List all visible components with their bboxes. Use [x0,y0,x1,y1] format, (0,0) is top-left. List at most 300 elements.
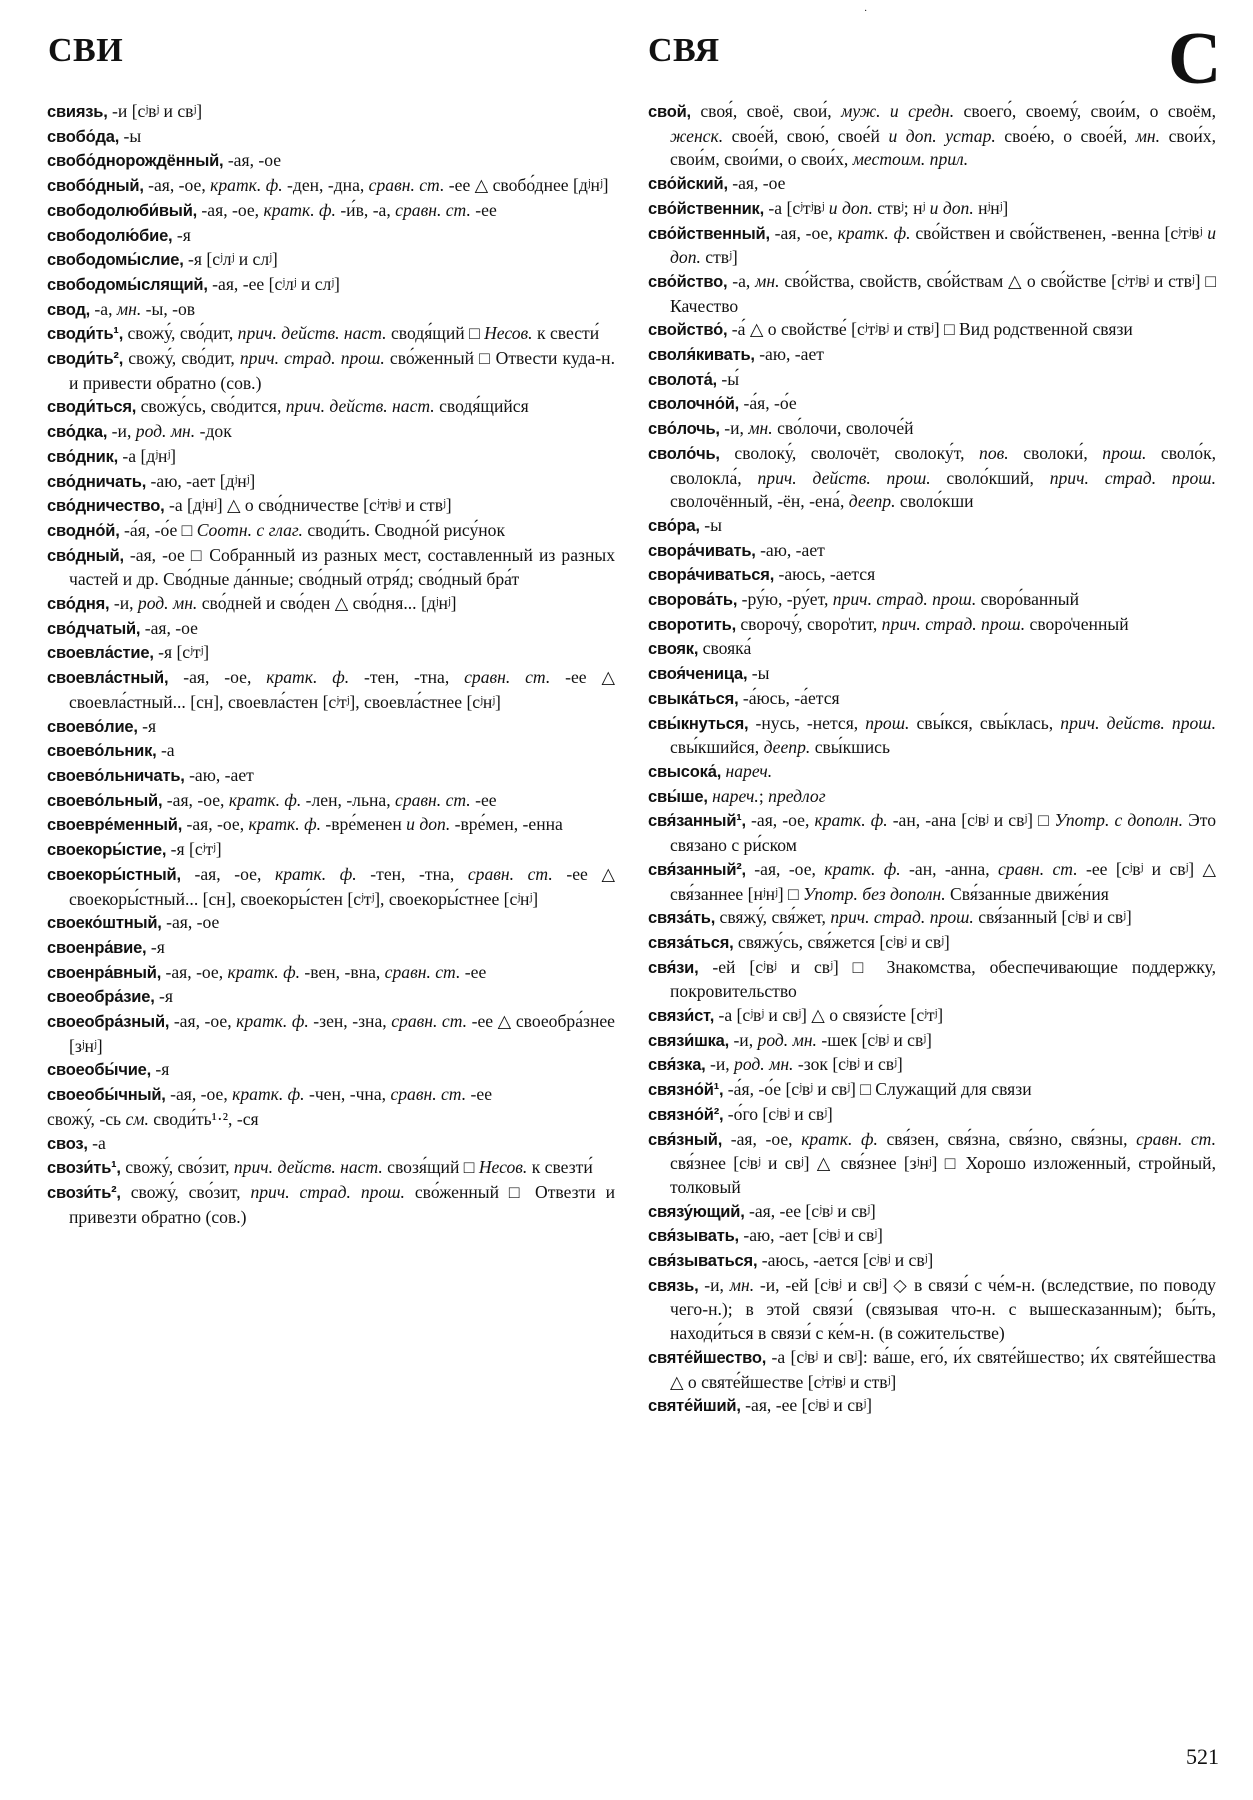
grammar-label: прич. страд. прош. [830,907,974,928]
dictionary-entry [648,368,1216,393]
entry-body: свяжу́, свя́жет, прич. страд. прош. свя́занный [сʲвʲ и свʲ] [715,907,1132,928]
grammar-label: мн. [116,298,142,319]
grammar-label: прич. страд. прош. [832,589,977,610]
headword: сво́дка, [47,423,108,442]
grammar-label: кратк. ф. [263,199,336,220]
dictionary-entry [47,1181,615,1229]
headword: связа́ть, [648,909,716,928]
grammar-label: прич. действ. прош. [1060,712,1216,733]
page-number: 521 [1186,1744,1219,1769]
entry-body: -аю, -ает [дʲнʲ] [146,470,256,491]
headword: сво́дничать, [47,472,147,491]
grammar-label: кратк. ф. [210,175,283,196]
grammar-label: прич. страд. прош. [1049,467,1216,488]
entry-body: -ая, -ое, кратк. ф. -зен, -зна, сравн. ст. -ее △ своеобра́знее [зʲнʲ] [69,1011,615,1056]
dictionary-entry [648,1078,1216,1103]
dictionary-entry [47,739,615,764]
grammar-label: кратк. ф. [801,1128,878,1149]
headword: свысока́, [648,762,722,781]
dictionary-entry [648,637,1216,662]
dictionary-entry [47,174,615,199]
grammar-label: сравн. ст. [395,199,471,220]
dictionary-entry [648,1053,1216,1078]
headword: сводно́й, [47,521,120,540]
grammar-label: кратк. ф. [248,814,321,835]
headword: своево́льничать, [47,766,185,785]
entry-body: -ая, -ое, кратк. ф. -ан, -ана [сʲвʲ и свʲ] □ Употр. с дополн. Это связано с ри́ском [670,810,1216,856]
grammar-label: мн. [755,270,780,291]
headword: свы́ше, [648,787,708,806]
entry-body: -ы [747,663,770,684]
entry-body: свожу́, сво́дит, прич. страд. прош. сво́женный □ Отвести куда-н. и привести обратно (сов.) [69,348,615,393]
entry-body: сволоку́, сволочёт, сволоку́т, пов. сволоки́, прош. своло́к, сволокла́, прич. действ. прош. своло́кший, прич. страд. прош. сволочённый, -ён, -ена́, деепр. своло́кши [670,442,1217,512]
entry-body: -а [дʲнʲ] [118,445,177,466]
dictionary-entry [648,222,1216,270]
entry-body: -ая, -ое □ Собранный из разных мест, составленный из разных частей и др. Сво́дные да́нные; сво́дный отря́д; сво́дный бра́т [69,544,615,590]
headword: своля́кивать, [648,346,755,365]
headword: своротить, [648,615,736,634]
entry-body: -я [151,1059,170,1080]
entry-body: -о́го [сʲвʲ и свʲ] [723,1103,833,1124]
entry-body: сворочу́, сворo̍тит, прич. страд. прош. сворo̍ченный [735,613,1129,634]
grammar-label: кратк. ф. [228,789,302,810]
grammar-label: кратк. ф. [227,961,300,982]
entry-body: -я [сʲтʲ] [166,839,222,860]
entry-body: -я [172,224,191,245]
entry-body: -ы [699,514,722,535]
grammar-label: сравн. ст. [464,667,551,688]
entry-body: -ая, -ое, кратк. ф. -вре́менен и доп. -вре́мен, -енна [182,814,563,835]
entry-body: -я [сʲлʲ и слʲ] [183,249,278,270]
headword: своди́ть¹, [47,325,124,344]
headword: своево́льник, [47,742,157,761]
headword: своди́ть², [47,350,124,369]
entry-body: -ая, -ое [161,912,220,933]
headword: своево́лие, [47,717,138,736]
dictionary-entry [47,666,615,714]
entry-body: -ы [119,125,142,146]
headword: свод, [47,300,91,319]
dictionary-entry [47,248,615,273]
headword: свояк, [648,640,699,659]
headword: свы́кнуться, [648,714,749,733]
headword: сво́дный, [47,546,124,565]
headword: сво́ра, [648,516,700,535]
headword: своевре́менный, [47,816,183,835]
entry-body: -я [137,715,157,736]
dictionary-entry [47,420,615,445]
grammar-label: и доп. [406,814,451,835]
left-guide-word: СВИ [48,32,124,69]
entry-body: -ая, -ое, кратк. ф. -и́в, -а, сравн. ст. -ее [197,199,497,220]
grammar-label: сравн. ст. [467,863,553,884]
headword: свойство́, [648,321,728,340]
headword: своекоры́стный, [47,865,181,884]
grammar-label: род. мн. [734,1054,794,1075]
headword: своеобы́чие, [47,1061,152,1080]
headword: своя́ченица, [648,665,748,684]
grammar-label: кратк. ф. [814,810,888,831]
headword: связа́ться, [648,933,734,952]
dictionary-entry [47,764,615,789]
dictionary-entry [648,956,1216,1004]
grammar-label: мн. [729,1274,755,1295]
grammar-label: прош. [865,712,910,733]
headword: своекоры́стие, [47,841,167,860]
entry-body: своя́, своё, свои́, муж. и средн. своего́, своему́, свои́м, о своём, женск. свое́й, свою́, свое́й и доп. устар. свое́ю, о свое́й, мн. свои́х, свои́м, свои́ми, о свои́х, местоим. прил. [670,101,1217,170]
dictionary-entry [47,813,615,838]
entry-body: -а, мн. -ы, -ов [90,298,196,319]
grammar-label: Употр. без дополн. [803,883,946,904]
headword: свя́зывать, [648,1227,739,1246]
entry-body: -я [154,986,173,1007]
grammar-label: род. мн. [137,593,198,614]
grammar-label: кратк. ф. [837,222,911,243]
entry-body: -аюсь, -ается [сʲвʲ и свʲ] [757,1250,934,1271]
headword: свя́зываться, [648,1252,758,1271]
entry-body: свожу́, -сь см. своди́ть¹·², -ся [47,1108,259,1129]
headword: своенра́вный, [47,963,162,982]
headword: сворова́ть, [648,591,738,610]
dictionary-entry [47,519,615,544]
entry-body: -и, род. мн. -док [107,421,232,442]
entry-body: -а, мн. сво́йства, свойств, сво́йствам △ о сво́йстве [сʲтʲвʲ и ствʲ] □ Качество [670,270,1216,316]
entry-body: свояка́ [698,638,752,659]
headword: свобо́днорождённый, [47,152,224,171]
entry-body: -аю, -ает [754,344,824,365]
entry-body: -а [87,1132,106,1153]
grammar-label: сравн. ст. [997,858,1078,879]
dictionary-entry [47,1058,615,1083]
dictionary-entry [648,687,1216,712]
headword: свободолю́бие, [47,226,173,245]
headword: своеобы́чный, [47,1086,166,1105]
dictionary-entry [648,785,1216,810]
grammar-label: Несов. [478,1157,528,1178]
headword: сво́дничество, [47,497,165,516]
entry-body: свяжу́сь, свя́жется [сʲвʲ и свʲ] [733,931,950,952]
dictionary-entry [47,863,615,911]
grammar-label: прич. страд. прош. [881,613,1026,634]
grammar-label: мн. [1135,125,1161,146]
headword: сво́лочь, [648,420,720,439]
grammar-label: прич. действ. наст. [237,323,387,344]
dictionary-entry [47,789,615,814]
headword: свози́ть², [47,1183,121,1202]
entry-body: -аюсь, -ается [774,564,876,585]
entry-body: -ая, -ое, кратк. ф. -тен, -тна, сравн. ст. -ее △ своевла́стный... [сн], своевла́стен [сʲтʲ], своевла́стнее [сʲнʲ] [69,667,616,712]
entry-body: -и, мн. -и, -ей [сʲвʲ и свʲ] ◇ в связи́ с че́м-н. (вследствие, по поводу чего-н.); в этой связи́ (связывая что-н. с вышесказанным); бы́ть, находи́ться в связи́ с ке́м-н. (в сожительстве) [670,1274,1216,1344]
headword: своево́льный, [47,791,163,810]
headword: свободомы́слие, [47,251,184,270]
dictionary-entry [648,197,1216,222]
grammar-label: прош. [1102,442,1147,463]
headword: своевла́стие, [47,644,154,663]
grammar-label: кратк. ф. [232,1084,305,1105]
dictionary-entry [47,470,615,495]
headword: свободолюби́вый, [47,201,198,220]
dictionary-entry [47,322,615,347]
grammar-label: и доп. [828,197,873,218]
grammar-label: нареч. [712,785,759,806]
headword: свыка́ться, [648,689,739,708]
entry-body: -аю, -ает [сʲвʲ и свʲ] [738,1225,883,1246]
entry-body: -а́я, -о́е [сʲвʲ и свʲ] □ Служащий для связи [723,1079,1032,1100]
dictionary-entry [648,1029,1216,1054]
headword: сво́дчатый, [47,619,141,638]
grammar-label: прич. страд. прош. [239,348,385,369]
grammar-label: деепр. [763,737,811,758]
headword: сволочно́й, [648,395,740,414]
headword: святе́йший, [648,1397,741,1416]
dictionary-entry [648,442,1216,514]
dictionary-entry [47,224,615,249]
dictionary-entry [648,1004,1216,1029]
headword: сво́дня, [47,595,110,614]
headword: своенра́вие, [47,938,147,957]
entry-body: нареч.; предлог [712,785,826,806]
entry-body: свожу́сь, сво́дится, прич. действ. наст. сводя́щийся [136,396,529,417]
headword: сво́йственник, [648,199,765,218]
section-letter: С [1168,18,1222,100]
grammar-label: мн. [748,418,773,439]
dictionary-entry [47,911,615,936]
dictionary-entry [648,270,1216,318]
headword: сво́дник, [47,447,119,466]
speck: · [864,6,868,17]
grammar-label: и доп. [670,222,1216,268]
headword: сво́йский, [648,175,728,194]
dictionary-entry [47,1132,615,1157]
entry-body: -и, мн. сво́лочи, сволоче́й [719,418,914,439]
dictionary-entry [47,125,615,150]
grammar-label: муж. и средн. [841,101,955,121]
dictionary-entry [47,936,615,961]
headword: сволота́, [648,370,717,389]
dictionary-entry [648,1103,1216,1128]
headword: свой, [648,103,691,121]
headword: свози́ть¹, [47,1159,121,1178]
dictionary-entry [648,100,1216,172]
headword: связно́й¹, [648,1081,724,1100]
entry-body: -ы́ [716,368,740,389]
grammar-label: прич. действ. прош. [757,467,931,488]
headword: свя́занный¹, [648,812,746,831]
dictionary-entry [648,318,1216,343]
dictionary-entry [648,1346,1216,1394]
headword: свя́зка, [648,1056,706,1075]
grammar-label: кратк. ф. [274,863,357,884]
dictionary-entry [648,417,1216,442]
entry-body: -а́я, -о́е □ Соотн. с глаг. своди́ть. Сводно́й рису́нок [119,519,506,540]
headword: свя́зный, [648,1130,723,1149]
dictionary-entry [47,985,615,1010]
dictionary-entry [648,514,1216,539]
grammar-label: Употр. с дополн. [1054,810,1184,831]
dictionary-entry [648,1249,1216,1274]
dictionary-entry [47,1108,615,1132]
grammar-label: кратк. ф. [266,667,350,688]
headword: святе́йшество, [648,1348,767,1367]
entry-body: -ая, -ее [сʲвʲ и свʲ] [740,1395,872,1416]
entry-body: -и, род. мн. -шек [сʲвʲ и свʲ] [729,1029,932,1050]
entry-body: -ая, -ое, кратк. ф. -ден, -дна, сравн. ст. -ее △ свобо́днее [дʲнʲ] [143,175,609,196]
grammar-label: сравн. ст. [391,1011,468,1032]
entry-body: свожу́, сво́зит, прич. действ. наст. свозя́щий □ Несов. к свезти́ [120,1157,593,1178]
grammar-label: сравн. ст. [395,789,471,810]
dictionary-entry [47,273,615,298]
dictionary-entry [47,1083,615,1108]
dictionary-entry [47,100,615,125]
headword: своеобра́зный, [47,1013,170,1032]
entry-body: -ая, -ое, кратк. ф. -чен, -чна, сравн. ст. -ее [165,1084,493,1105]
dictionary-entry [47,494,615,519]
grammar-label: сравн. ст. [368,175,445,196]
dictionary-entry [47,1156,615,1181]
headword: своз, [47,1134,88,1153]
grammar-label: кратк. ф. [236,1011,309,1032]
entry-body: -аю, -ает [184,764,254,785]
dictionary-entry [47,298,615,323]
entry-body: -и, род. мн. сво́дней и сво́ден △ сво́дня... [дʲнʲ] [109,593,457,614]
dictionary-entry [47,961,615,986]
grammar-label: предлог [768,785,826,806]
grammar-label: пов. [979,442,1009,463]
headword: связи́шка, [648,1031,730,1050]
left-column [47,100,615,1229]
dictionary-entry [648,1224,1216,1249]
headword: свобо́дный, [47,177,144,196]
entry-body: -а [156,740,175,761]
headword: связи́ст, [648,1007,715,1026]
right-guide-word: СВЯ [648,32,720,69]
dictionary-entry [648,1394,1216,1419]
entry-body: -ей [сʲвʲ и свʲ] □ Знакомства, обеспечивающие поддержку, покровительство [670,956,1216,1002]
entry-body: -ая, -ое, кратк. ф. -ан, -анна, сравн. ст. -ее [сʲвʲ и свʲ] △ свя́заннее [нʲнʲ] □ Употр. без дополн. Свя́занные движе́ния [670,858,1216,904]
dictionary-entry [648,760,1216,785]
grammar-label: сравн. ст. [384,961,461,982]
dictionary-entry [648,613,1216,638]
headword: связь, [648,1276,699,1295]
grammar-label: сравн. ст. [390,1084,467,1105]
headword: своло́чь, [648,444,720,463]
dictionary-entry [47,445,615,470]
grammar-label: Несов. [484,323,533,344]
headword: свора́чивать, [648,541,756,560]
grammar-label: см. [125,1108,149,1129]
dictionary-entry [648,588,1216,613]
headword: свиязь, [47,103,108,121]
grammar-label: устар. [945,125,996,146]
grammar-label: женск. [670,125,724,146]
headword: сво́йство, [648,272,728,291]
headword: своди́ться, [47,398,137,417]
dictionary-entry [47,838,615,863]
dictionary-entry [648,1128,1216,1200]
dictionary-entry [648,858,1216,906]
entry-body: свожу́, сво́дит, прич. действ. наст. сводя́щий □ Несов. к свести́ [123,323,600,344]
grammar-label: и доп. [929,197,974,218]
entry-body: -я [146,936,165,957]
dictionary-entry [47,347,615,395]
dictionary-entry [47,544,615,592]
right-column [648,100,1216,1419]
entry-body: -ая, -ое [140,617,198,638]
dictionary-entry [47,149,615,174]
headword: свобо́да, [47,127,120,146]
entry-body: -ая, -ое, кратк. ф. -вен, -вна, сравн. ст. -ее [161,961,487,982]
grammar-label: и доп. [888,125,937,146]
dictionary-entry [47,715,615,740]
headword: связу́ющий, [648,1202,745,1221]
dictionary-entry [648,343,1216,368]
dictionary-entry [47,617,615,642]
entry-body: -и, род. мн. -зок [сʲвʲ и свʲ] [705,1054,903,1075]
grammar-label: кратк. ф. [824,858,901,879]
headword: своеобра́зие, [47,988,155,1007]
entry-body: -ая, -ое [727,173,786,194]
dictionary-entry [648,563,1216,588]
headword: свора́чиваться, [648,566,775,585]
entry-body: -ая, -ое, кратк. ф. -лен, -льна, сравн. ст. -ее [162,789,497,810]
entry-body: -ая, -ое, кратк. ф. сво́йствен и сво́йственен, -венна [сʲтʲвʲ и доп. ствʲ] [670,222,1216,268]
dictionary-entry [648,931,1216,956]
headword: своевла́стный, [47,669,169,688]
dictionary-entry [648,392,1216,417]
entry-body: -а́ △ о свойстве́ [сʲтʲвʲ и ствʲ] □ Вид родственной связи [727,319,1133,340]
grammar-label: нареч. [725,760,773,781]
entry-body: -а́я, -о́е [739,393,797,414]
dictionary-entry [648,1200,1216,1225]
grammar-label: Соотн. с глаг. [196,519,303,540]
dictionary-entry [47,641,615,666]
headword: свя́занный², [648,860,746,879]
dictionary-entry [47,395,615,420]
entry-body: -аю, -ает [755,539,825,560]
dictionary-entry [648,172,1216,197]
dictionary-entry [648,906,1216,931]
headword: свя́зи, [648,958,699,977]
entry-body: -а́юсь, -а́ется [738,687,840,708]
entry-body: -а [сʲвʲ и свʲ]: ва́ше, его́, и́х святе́йшество; и́х святе́йшества △ о святе́йшестве [сʲтʲвʲ и ствʲ] [670,1346,1216,1392]
dictionary-entry [47,1010,615,1058]
entry-body: свожу́, сво́зит, прич. страд. прош. сво́женный □ Отвезти и привезти обратно (сов.) [69,1181,615,1227]
entry-body: -я [сʲтʲ] [153,642,210,663]
headword: сво́йственный, [648,224,770,243]
entry-body: -а [сʲвʲ и свʲ] △ о связи́сте [сʲтʲ] [714,1005,944,1026]
grammar-label: сравн. ст. [1136,1128,1216,1149]
entry-body [721,761,772,781]
dictionary-entry [47,592,615,617]
grammar-label: прич. действ. наст. [285,396,435,417]
entry-body: -нусь, -нется, прош. свы́кся, свы́клась, прич. действ. прош. свы́кшийся, деепр. свы́кшись [670,712,1216,758]
headword: своеко́штный, [47,914,162,933]
grammar-label: местоим. прил. [852,149,969,170]
entry-body: -ру́ю, -ру́ет, прич. страд. прош. своро́ванный [737,589,1079,610]
dictionary-entry [47,199,615,224]
entry-body: -и [сʲвʲ и свʲ] [107,101,203,121]
grammar-label: род. мн. [135,421,196,442]
headword: свободомы́слящий, [47,275,208,294]
entry-body: -а [сʲтʲвʲ и доп. ствʲ; нʲ и доп. нʲнʲ] [764,197,1009,218]
dictionary-entry [648,662,1216,687]
grammar-label: род. мн. [757,1029,817,1050]
dictionary-entry [648,539,1216,564]
grammar-label: прич. страд. прош. [250,1181,405,1202]
entry-body: -ая, -ое, кратк. ф. свя́зен, свя́зна, свя́зно, свя́зны, сравн. ст. свя́знее [сʲвʲ и свʲ] △ свя́знее [зʲнʲ] □ Хорошо изложенный, стройный, толковый [670,1128,1216,1197]
dictionary-entry [648,1274,1216,1346]
entry-body: -ая, -ее [сʲвʲ и свʲ] [744,1200,876,1221]
